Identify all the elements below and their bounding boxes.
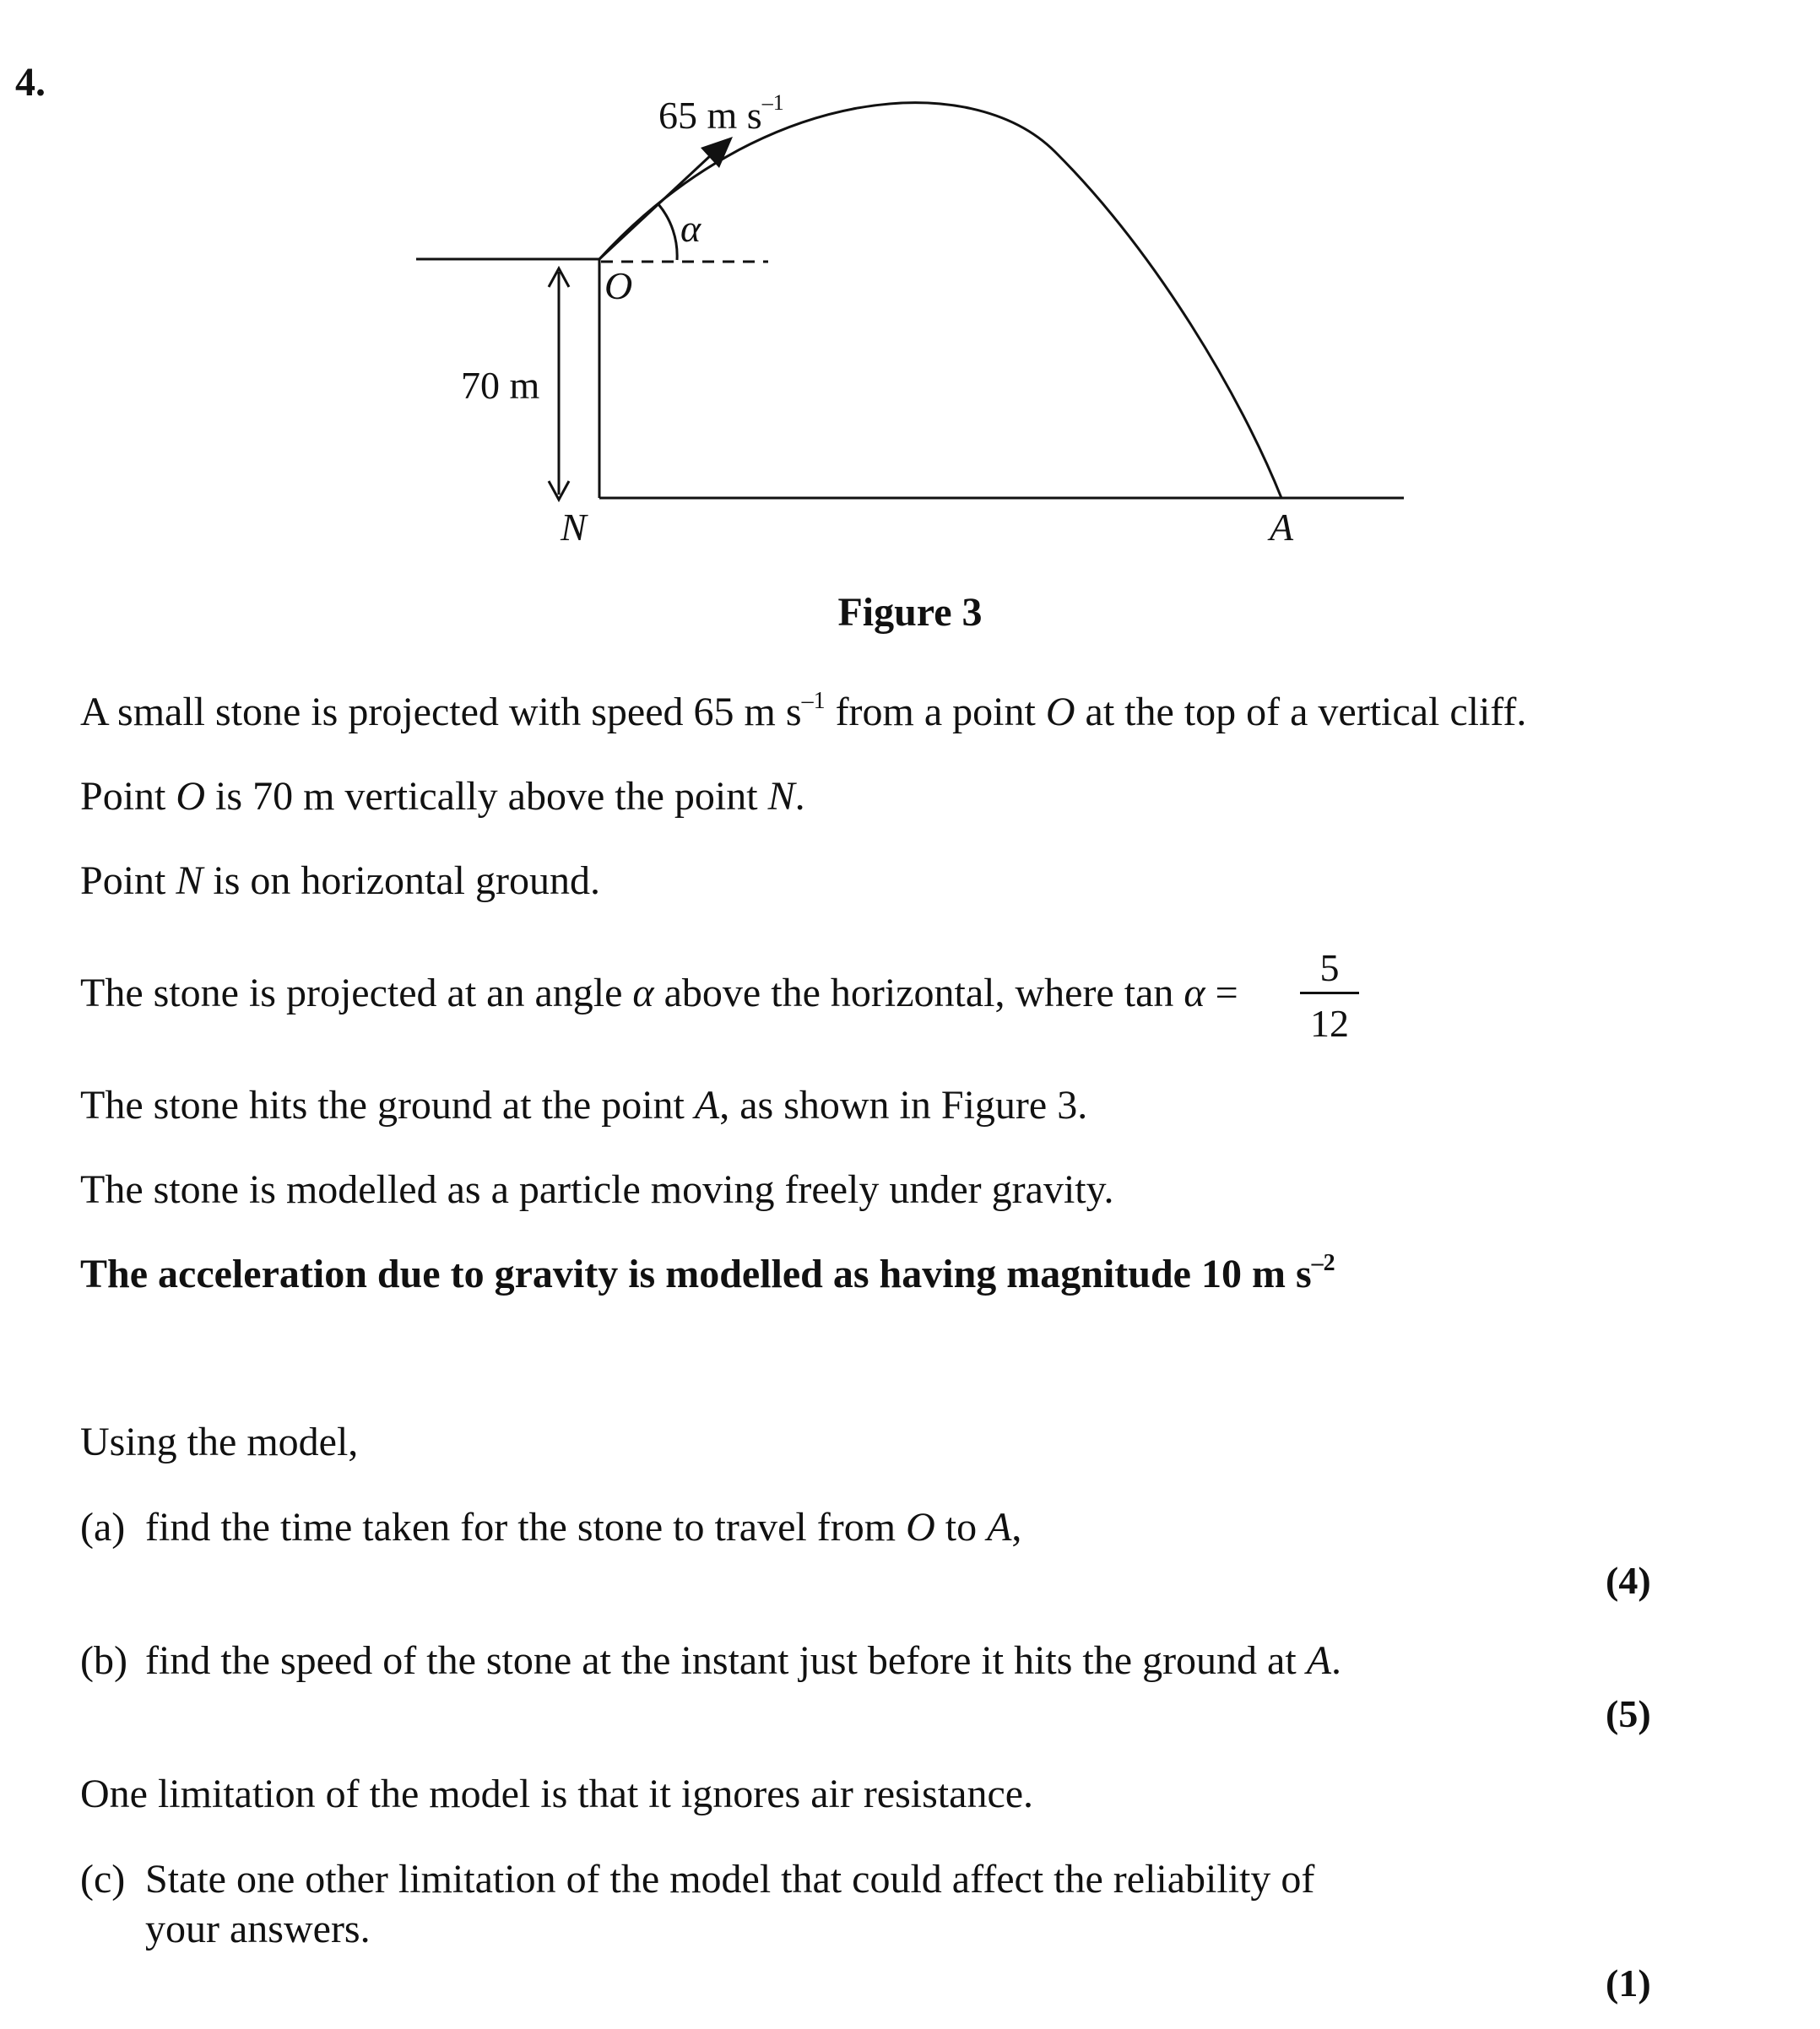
part-b-text: find the speed of the stone at the instant just before it hits the ground at A. — [145, 1638, 1342, 1683]
height-label: 70 m — [461, 364, 540, 407]
limitation-statement: One limitation of the model is that it ignores air resistance. — [80, 1772, 1034, 1816]
paragraph-3: Point N is on horizontal ground. — [80, 858, 600, 903]
velocity-arrowhead — [701, 137, 733, 168]
question-number: 4. — [15, 60, 46, 105]
part-c-label: (c) — [80, 1857, 126, 1902]
paragraph-7-gravity: The acceleration due to gravity is modelled as having magnitude 10 m $s^{-2}$ — [80, 1250, 1335, 1296]
part-c-marks: (1) — [1606, 1961, 1651, 2005]
speed-label: 65 m $s^{-1}$ — [658, 90, 784, 137]
part-a-label: (a) — [80, 1505, 126, 1550]
part-b-label: (b) — [80, 1638, 127, 1683]
trajectory-curve — [599, 103, 1281, 498]
projectile-diagram — [0, 0, 1820, 574]
fraction-bar — [1300, 992, 1359, 994]
angle-arc — [658, 204, 677, 260]
paragraph-4: The stone is projected at an angle α above the horizontal, where tan α = — [80, 971, 1238, 1015]
fraction-denominator: 12 — [1310, 1002, 1349, 1045]
part-c-text-line1: State one other limitation of the model that could affect the reliability of — [145, 1857, 1315, 1902]
part-c-text-line2: your answers. — [145, 1907, 371, 1951]
figure-caption: Figure 3 — [837, 590, 983, 635]
paragraph-6: The stone is modelled as a particle moving freely under gravity. — [80, 1167, 1114, 1212]
fraction-numerator: 5 — [1319, 946, 1340, 989]
paragraph-2: Point O is 70 m vertically above the point N. — [80, 774, 805, 819]
paragraph-5: The stone hits the ground at the point A, as shown in Figure 3. — [80, 1083, 1088, 1128]
part-a-text: find the time taken for the stone to travel from O to A, — [145, 1505, 1022, 1550]
angle-label: α — [680, 207, 701, 250]
paragraph-1: A small stone is projected with speed 65 m $s^{-1}$ from a point O at the top of a vertical cliff. — [80, 688, 1527, 734]
point-n-label: N — [561, 506, 587, 549]
point-o-label: O — [604, 264, 633, 307]
point-a-label: A — [1270, 506, 1294, 549]
part-b-marks: (5) — [1606, 1692, 1651, 1735]
parts-intro: Using the model, — [80, 1420, 359, 1464]
part-a-marks: (4) — [1606, 1559, 1651, 1602]
